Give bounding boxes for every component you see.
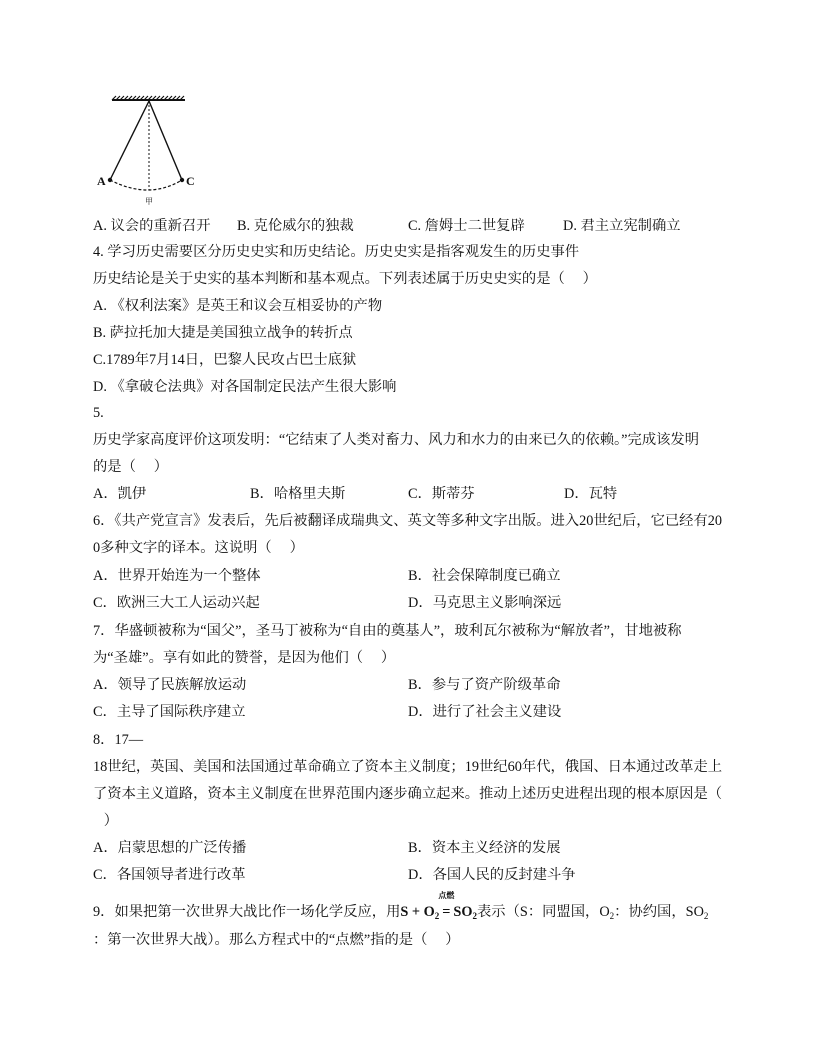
label-c: C [186,174,195,188]
q7-option-d: D．进行了社会主义建设 [408,704,562,720]
q6-stem-line-1: 6．《共产党宣言》发表后，先后被翻译成瑞典文、英文等多种文字出版。进入20世纪后，它已经有20 [93,513,723,529]
q6-option-b: B．社会保障制度已确立 [408,568,561,584]
pendulum-figure [90,90,210,210]
bob-c [180,178,184,182]
q6-option-d: D．马克思主义影响深远 [408,595,562,611]
q9-stem-line-2: ：第一次世界大战）。那么方程式中的“点燃”指的是（ ） [93,932,460,948]
q7-stem-line-1: 7．华盛顿被称为“国父”，圣马丁被称为“自由的奠基人”，玻利瓦尔被称为“解放者”，甘地被称 [93,623,682,639]
bob-a [108,178,112,182]
q3-option-c: C. 詹姆士二世复辟 [408,218,525,234]
q7-option-c: C．主导了国际秩序建立 [93,704,246,720]
q8-option-b: B．资本主义经济的发展 [408,840,561,856]
q9-prefix: 9．如果把第一次世界大战比作一场化学反应，用 [93,904,401,920]
pendulum-string-c [149,101,182,180]
q7-option-b: B．参与了资产阶级革命 [408,677,561,693]
q8-option-d: D．各国人民的反封建斗争 [408,867,576,883]
q4-stem-line-1: 4. 学习历史需要区分历史史实和历史结论。历史史实是指客观发生的历史事件 [93,244,580,260]
q7-option-a: A．领导了民族解放运动 [93,677,247,693]
q8-stem-line-3: 了资本主义道路，资本主义制度在世界范围内逐步确立起来。推动上述历史进程出现的根本原因是（ [93,786,723,802]
label-jia: 甲 [145,197,153,206]
q9-suffix-b-subscript: 2 [703,911,709,921]
q8-stem-line-2: 18世纪，英国、美国和法国通过革命确立了资本主义制度；19世纪60年代，俄国、日本通过改革走上 [93,759,723,775]
q9-suffix-b: ：协约国，SO [614,904,704,920]
pendulum-string-a [110,101,149,180]
q9-suffix-a-subscript: 2 [609,911,615,921]
q4-option-c: C.1789年7月14日，巴黎人民攻占巴士底狱 [93,352,357,368]
q4-stem-line-2: 历史结论是关于史实的基本判断和基本观点。下列表述属于历史史实的是（ ） [93,271,597,287]
q5-stem-line-1: 历史学家高度评价这项发明：“它结束了人类对畜力、风力和水力的由来已久的依赖。”完成该发明 [93,432,700,448]
q3-option-b: B. 克伦威尔的独裁 [237,218,354,234]
q5-option-b: B．哈格里夫斯 [250,486,346,502]
q6-option-c: C．欧洲三大工人运动兴起 [93,595,260,611]
q7-stem-line-2: 为“圣雄”。享有如此的赞誉，是因为他们（ ） [93,650,396,666]
q8-stem-line-4: ） [93,813,119,829]
equation-sign [438,891,455,922]
q5-number: 5. [93,405,104,421]
chemical-equation [400,891,477,921]
equation-rhs-subscript: 2 [472,911,477,921]
equation-rhs: SO [453,904,473,920]
swing-arc [110,180,182,190]
equation-lhs: S + O [400,904,435,920]
q5-option-c: C．斯蒂芬 [408,486,475,502]
q6-option-a: A．世界开始连为一个整体 [93,568,261,584]
q9-suffix-a: 表示（S：同盟国，O [477,904,610,920]
q8-option-a: A．启蒙思想的广泛传播 [93,840,247,856]
equation-equals: = [442,904,451,920]
q4-option-d: D. 《拿破仑法典》对各国制定民法产生很大影响 [93,379,397,395]
q5-option-d: D．瓦特 [564,486,618,502]
q6-stem-line-2: 0多种文字的译本。这说明（ ） [93,540,304,556]
q5-option-a: A．凯伊 [93,486,147,502]
q3-option-d: D. 君主立宪制确立 [563,218,681,234]
q4-option-b: B. 萨拉托加大捷是美国独立战争的转折点 [93,325,353,341]
equation-condition: 点燃 [438,891,455,900]
q9-stem-line-1 [93,891,709,922]
label-a: A [97,174,106,188]
q5-stem-line-2: 的是（ ） [93,459,169,475]
equation-lhs-subscript: 2 [434,911,440,921]
q4-option-a: A. 《权利法案》是英王和议会互相妥协的产物 [93,298,383,314]
q8-option-c: C．各国领导者进行改革 [93,867,246,883]
q3-option-a: A. 议会的重新召开 [93,218,211,234]
q8-stem-line-1: 8．17— [93,732,144,748]
